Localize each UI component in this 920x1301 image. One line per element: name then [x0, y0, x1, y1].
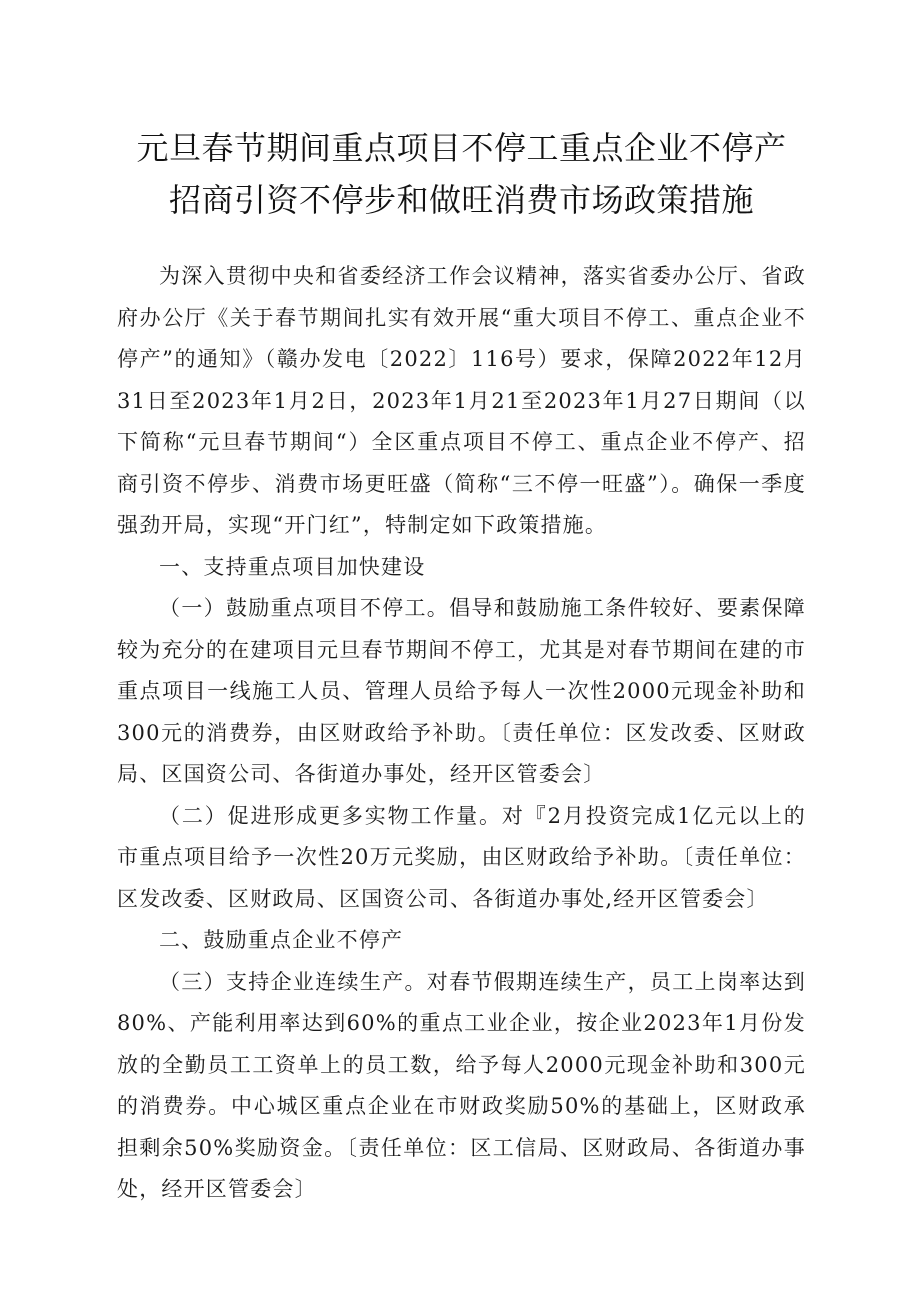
title-line-1: 元旦春节期间重点项目不停工重点企业不停产: [136, 129, 787, 167]
document-title: [117, 122, 806, 226]
section-heading-1: 一、支持重点项目加快建设: [159, 554, 426, 579]
policy-item-3: （三）支持企业连续生产。对春节假期连续生产，员工上岗率达到80%、产能利用率达到60%的重点工业企业，按企业2023年1月份发放的全勤员工工资单上的员工数，给予每人2000元现金补助和300元的消费券。中心城区重点企业在市财政奖励50%的基础上，区财政承担剩余50%奖励资金。〔责任单位：区工信局、区财政局、各街道办事处，经开区管委会〕: [117, 969, 806, 1201]
intro-paragraph: 为深入贯彻中央和省委经济工作会议精神，落实省委办公厅、省政府办公厅《关于春节期间扎实有效开展“重大项目不停工、重点企业不停产”的通知》（赣办发电〔2022〕116号）要求，保障2022年12月31日至2023年1月2日，2023年1月21至2023年1月27日期间（以下简称“元旦春节期间“）全区重点项目不停工、重点企业不停产、招商引资不停步、消费市场更旺盛（简称“三不停一旺盛”）。确保一季度强劲开局，实现“开门红”，特制定如下政策措施。: [117, 264, 806, 537]
policy-item-2: （二）促进形成更多实物工作量。对『2月投资完成1亿元以上的市重点项目给予一次性20万元奖励，由区财政给予补助。〔责任单位：区发改委、区财政局、区国资公司、各街道办事处,经开区管委会〕: [117, 803, 806, 911]
policy-item-1: （一）鼓励重点项目不停工。倡导和鼓励施工条件较好、要素保障较为充分的在建项目元旦春节期间不停工，尤其是对春节期间在建的市重点项目一线施工人员、管理人员给予每人一次性2000元现金补助和300元的消费券，由区财政给予补助。〔责任单位：区发改委、区财政局、区国资公司、各街道办事处，经开区管委会〕: [117, 596, 806, 786]
section-heading-2: 二、鼓励重点企业不停产: [159, 928, 404, 952]
title-line-2: 招商引资不停步和做旺消费市场政策措施: [168, 181, 754, 219]
